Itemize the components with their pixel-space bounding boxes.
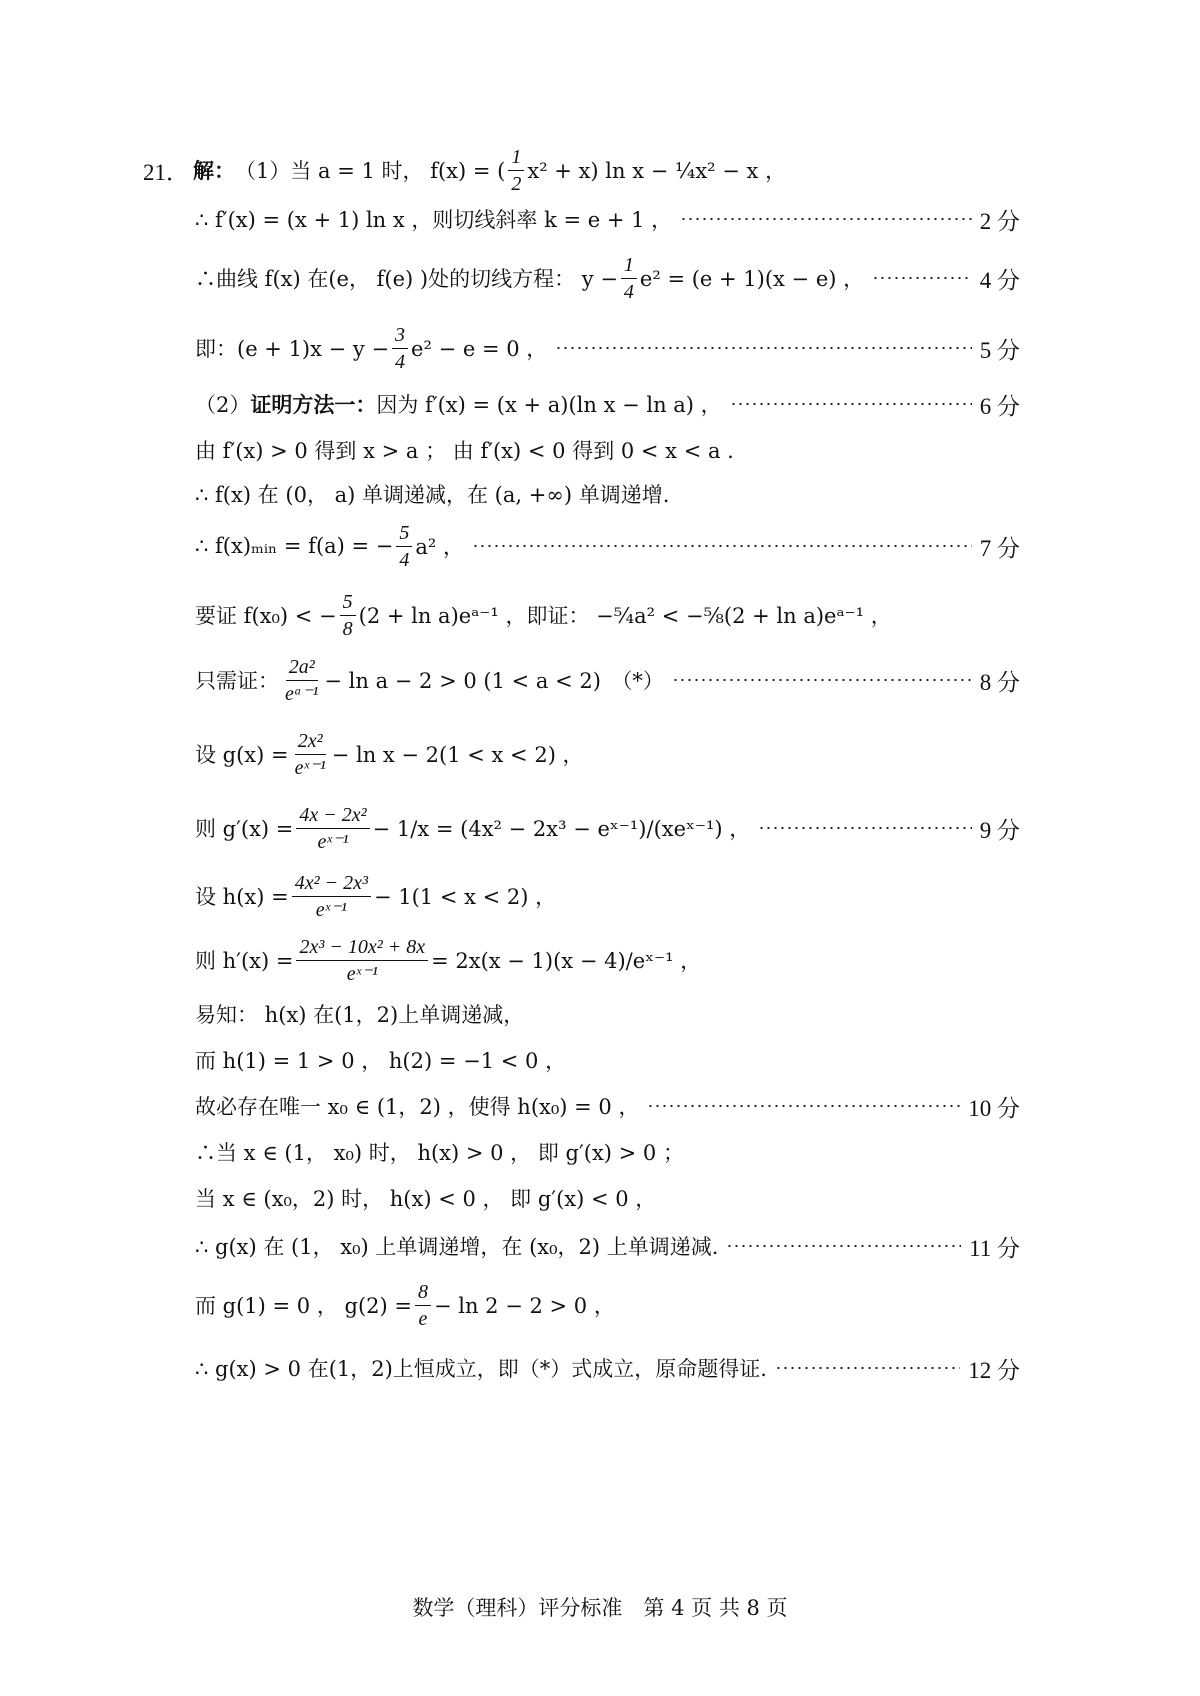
line-text: 即：(e + 1)x − y −	[195, 337, 390, 361]
dot-leader	[472, 544, 972, 548]
line-text-cont: − ln 2 − 2 > 0 ，	[433, 1294, 615, 1318]
line-text: ∴ f(x)ₘᵢₙ = f(a) = −	[195, 534, 394, 558]
line-text: 则 h′(x) =	[195, 949, 294, 973]
dot-leader	[680, 217, 972, 221]
solution-line-21	[195, 1275, 1020, 1335]
line-text: 由 f′(x) > 0 得到 x > a ； 由 f′(x) < 0 得到 0 < x < a .	[195, 439, 734, 463]
fraction: $\frac{\text{4x² − 2x³}}{\text{eˣ⁻¹}}$	[292, 871, 371, 922]
line-text-cont: 因为 f′(x) = (x + a)(ln x − ln a) ，	[376, 393, 722, 417]
line-text: 设 h(x) =	[195, 885, 289, 909]
fraction: $\frac{5}{8}$	[340, 590, 356, 641]
dot-leader	[758, 826, 971, 830]
line-text-cont: = 2x(x − 1)(x − 4)/eˣ⁻¹ ，	[431, 949, 702, 973]
line-text: ∴ g(x) > 0 在(1，2)上恒成立，即（*）式成立，原命题得证.	[195, 1357, 767, 1381]
score-mark: 2 分	[979, 208, 1020, 234]
line-text: 故必存在唯一 x₀ ∈ (1，2) ，使得 h(x₀) = 0 ，	[195, 1095, 640, 1119]
score-mark: 9 分	[979, 817, 1020, 843]
score-mark: 5 分	[979, 337, 1020, 363]
line-text-cont: a² ，	[415, 535, 465, 559]
dot-leader	[730, 402, 972, 406]
line-text: 则 g′(x) =	[195, 817, 294, 841]
solution-line-8	[195, 516, 1020, 576]
line-text: ∴曲线 f(x) 在(e， f(e) )处的切线方程： y −	[195, 267, 618, 291]
fraction: $\frac{1}{2}$	[508, 145, 524, 196]
line-text: （1）当 a = 1 时， f(x) = (	[235, 159, 506, 183]
score-mark: 12 分	[968, 1357, 1020, 1383]
solution-line-9	[195, 585, 1020, 645]
score-mark: 7 分	[979, 535, 1020, 561]
line-text-cont: − ln a − 2 > 0 (1 < a < 2) （*）	[324, 669, 664, 693]
score-mark: 10 分	[968, 1095, 1020, 1121]
solution-line-14	[195, 930, 1020, 990]
solution-line-12	[195, 798, 1020, 858]
line-text: ∴ f(x) 在 (0， a) 单调递减，在 (a, +∞) 单调递增.	[195, 483, 670, 507]
score-mark: 6 分	[979, 393, 1020, 419]
question-number: 21．	[143, 159, 189, 185]
dot-leader	[672, 678, 972, 682]
line-text-cont: − 1/x = (4x² − 2x³ − eˣ⁻¹)/(xeˣ⁻¹) ，	[372, 817, 751, 841]
solution-line-7	[195, 464, 1020, 524]
solution-line-10	[195, 650, 1020, 710]
fraction: $\frac{\text{2x²}}{\text{eˣ⁻¹}}$	[294, 729, 326, 779]
solution-line-13	[195, 866, 1020, 926]
line-text-cont: − 1(1 < x < 2) ，	[373, 885, 557, 909]
line-text-cont: − ln x − 2(1 < x < 2) ，	[331, 743, 584, 767]
page-footer: 数学（理科）评分标准 第 4 页 共 8 页	[412, 1596, 788, 1620]
dot-leader	[555, 346, 972, 350]
dot-leader	[726, 1244, 961, 1248]
solution-line-2	[195, 189, 1020, 249]
score-mark: 8 分	[979, 669, 1020, 695]
score-mark: 4 分	[979, 267, 1020, 293]
dot-leader	[872, 276, 972, 280]
fraction: $\frac{1}{4}$	[621, 253, 637, 304]
solution-label: 解：	[193, 158, 235, 183]
line-text: （2）	[195, 393, 251, 417]
method-label: 证明方法一：	[250, 392, 377, 417]
line-text: 当 x ∈ (x₀，2) 时， h(x) < 0 ， 即 g′(x) < 0 ，	[195, 1187, 657, 1211]
line-text-cont: x² + x) ln x − ¼x² − x ，	[527, 159, 787, 183]
dot-leader	[647, 1104, 960, 1108]
score-mark: 11 分	[969, 1235, 1020, 1261]
solution-line-20	[195, 1216, 1020, 1276]
fraction: $\frac{8}{e}$	[415, 1280, 431, 1331]
line-text-cont: (2 + ln a)eᵃ⁻¹ ，即证： −⁵⁄₄a² < −⁵⁄₈(2 + ln a)eᵃ⁻¹ ，	[358, 604, 892, 628]
solution-line-11	[195, 724, 1020, 784]
line-text-cont: e² = (e + 1)(x − e) ，	[639, 267, 865, 291]
line-text: ∴当 x ∈ (1， x₀) 时， h(x) > 0 ， 即 g′(x) > 0 ；	[195, 1141, 684, 1165]
line-text: 易知： h(x) 在(1，2)上单调递减，	[195, 1003, 525, 1027]
line-text-cont: e² − e = 0 ，	[411, 337, 548, 361]
line-text: 而 g(1) = 0 ， g(2) =	[195, 1294, 412, 1318]
line-text: 而 h(1) = 1 > 0 ， h(2) = −1 < 0 ，	[195, 1049, 567, 1073]
dot-leader	[775, 1366, 960, 1370]
line-text: 要证 f(x₀) < −	[195, 604, 337, 628]
solution-line-22	[195, 1338, 1020, 1398]
fraction: $\frac{5}{4}$	[396, 521, 412, 572]
solution-line-3	[195, 248, 1020, 308]
fraction: $\frac{3}{4}$	[392, 323, 408, 374]
fraction: $\frac{\text{2x³ − 10x² + 8x}}{\text{eˣ⁻¹}}$	[296, 935, 428, 986]
fraction: $\frac{\text{2a²}}{\text{eᵃ⁻¹}}$	[285, 655, 319, 705]
line-text: ∴ g(x) 在 (1， x₀) 上单调递增，在 (x₀，2) 上单调递减.	[195, 1235, 719, 1259]
line-text: 设 g(x) =	[195, 743, 289, 767]
line-text: ∴ f′(x) = (x + 1) ln x ，则切线斜率 k = e + 1 ，	[195, 208, 673, 232]
solution-line-4	[195, 318, 1020, 378]
fraction: $\frac{\text{4x − 2x²}}{\text{eˣ⁻¹}}$	[296, 803, 369, 854]
line-text: 只需证：	[195, 669, 279, 693]
